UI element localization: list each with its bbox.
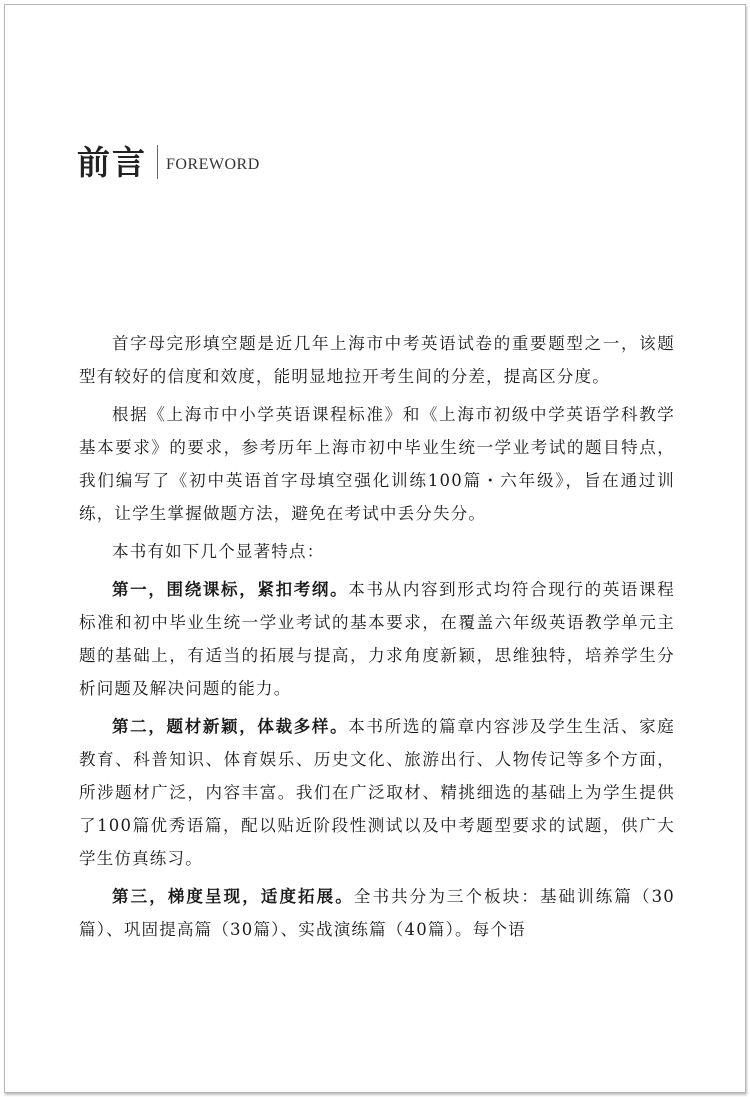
paragraph-text: 本书从内容到形式均符合现行的英语课程标准和初中毕业生统一学业考试的基本要求，在覆盖六年级英语教学单元主题的基础上，有适当的拓展与提高，力求角度新颖，思维独特，培养学生分析问题及解决问题的能力。 <box>79 580 675 698</box>
paragraph-lead: 第一，围绕课标，紧扣考纲。 <box>112 580 349 599</box>
paragraph-4 <box>79 573 675 705</box>
paragraph-text: 根据《上海市中小学英语课程标准》和《上海市初级中学英语学科教学基本要求》的要求，参考历年上海市初中毕业生统一学业考试的题目特点，我们编写了《初中英语首字母填空强化训练100篇・六年级》，旨在通过训练，让学生掌握做题方法，避免在考试中丢分失分。 <box>79 405 675 523</box>
paragraph-3 <box>79 535 675 568</box>
paragraph-lead: 第二，题材新颖，体裁多样。 <box>112 717 349 736</box>
page <box>4 4 746 1093</box>
paragraph-text: 本书所选的篇章内容涉及学生生活、家庭教育、科普知识、体育娱乐、历史文化、旅游出行、人物传记等多个方面，所涉题材广泛，内容丰富。我们在广泛取材、精挑细选的基础上为学生提供了100篇优秀语篇，配以贴近阶段性测试以及中考题型要求的试题，供广大学生仿真练习。 <box>79 717 675 868</box>
paragraph-2 <box>79 398 675 530</box>
paragraph-6 <box>79 880 675 946</box>
paragraph-text: 全书共分为三个板块：基础训练篇（30篇）、巩固提高篇（30篇）、实战演练篇（40篇）。每个语 <box>79 887 675 939</box>
paragraph-lead: 第三，梯度呈现，适度拓展。 <box>112 887 354 906</box>
page-title: 前言 <box>77 142 147 182</box>
paragraph-text: 本书有如下几个显著特点： <box>112 542 325 561</box>
page-subtitle: FOREWORD <box>166 156 260 173</box>
paragraph-1 <box>79 327 675 393</box>
paragraph-5 <box>79 710 675 875</box>
paragraph-text: 首字母完形填空题是近几年上海市中考英语试卷的重要题型之一，该题型有较好的信度和效度，能明显地拉开考生间的分差，提高区分度。 <box>79 334 675 386</box>
title-divider <box>157 145 158 179</box>
body-text <box>79 327 675 951</box>
page-header <box>77 137 260 187</box>
